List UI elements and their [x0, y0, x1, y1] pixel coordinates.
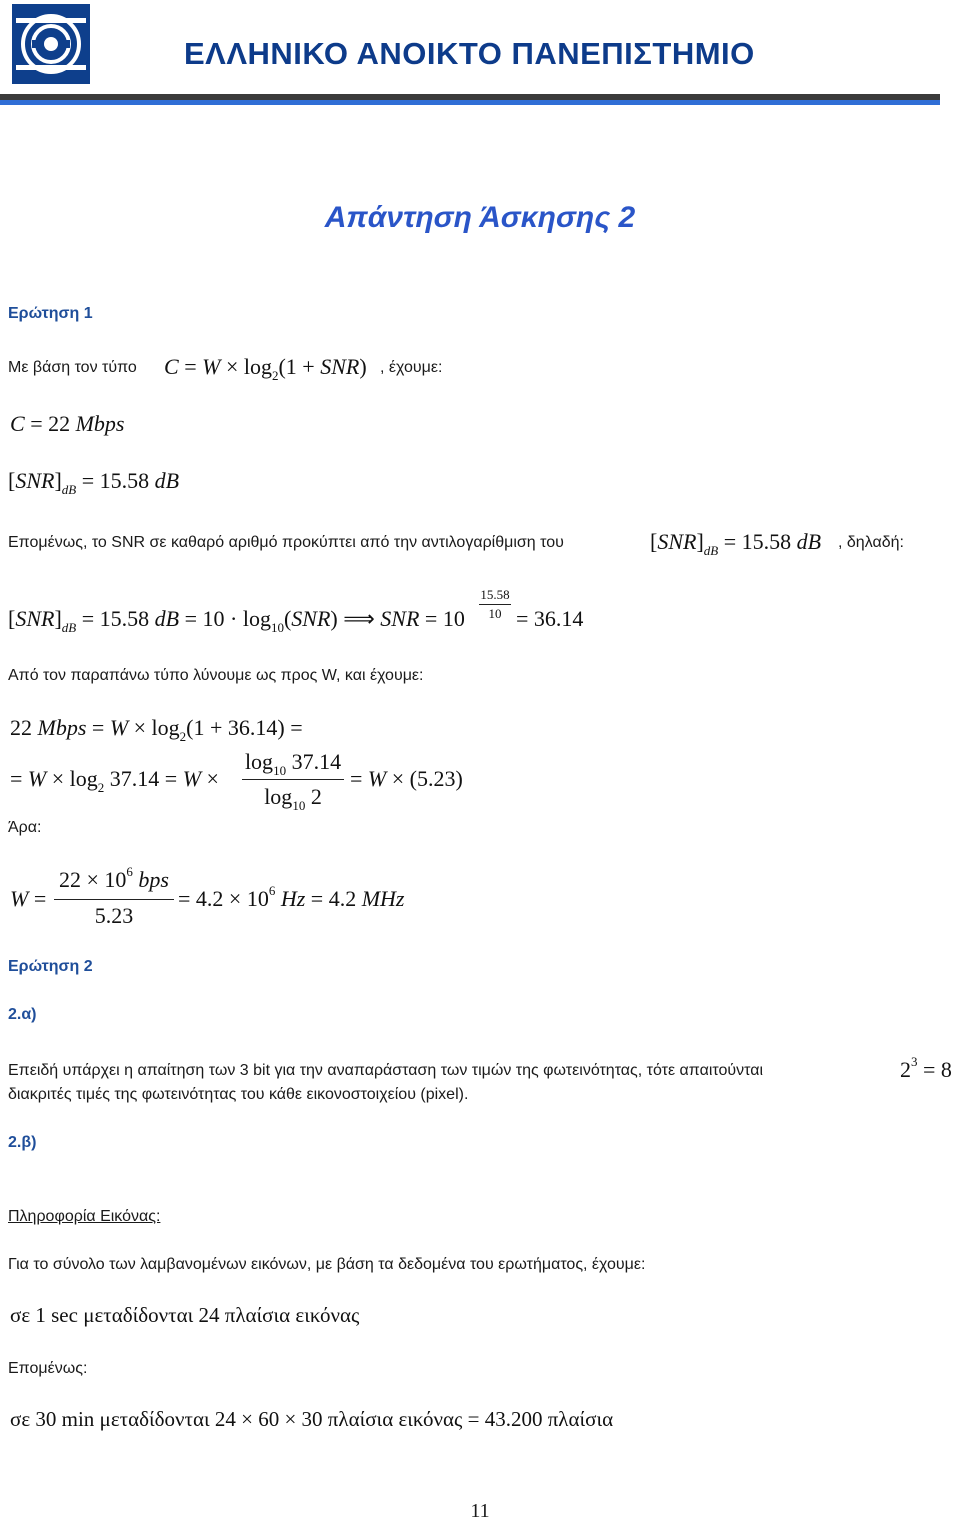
- q1-formula-intro: Με βάση τον τύπο: [8, 359, 137, 376]
- bandwidth-equation-2-left: = $W \times \log_2 37.14 = W$ ×: [10, 766, 219, 795]
- given-snr-db: $[SNR]_{dB} = 15.58$ dB: [8, 468, 180, 497]
- image-info-text: Για το σύνολο των λαμβανομένων εικόνων, με βάση τα δεδομένα του ερωτήματος, έχουμε:: [8, 1256, 646, 1273]
- bandwidth-result-left: W =: [10, 886, 47, 911]
- q1-solve-text: Από τον παραπάνω τύπο λύνουμε ως προς W, και έχουμε:: [8, 667, 424, 684]
- bandwidth-fraction-line: [54, 899, 174, 900]
- q1-therefore-text: Επομένως, το SNR σε καθαρό αριθμό προκύπτει από την αντιλογαρίθμιση του: [8, 534, 564, 551]
- page-number: 11: [470, 1500, 490, 1522]
- q2a-text-line2: διακριτές τιμές της φωτεινότητας του κάθε εικονοστοιχείου (pixel).: [8, 1086, 469, 1103]
- q2-heading: Ερώτηση 2: [8, 958, 93, 975]
- bandwidth-denominator: 5.23: [94, 903, 134, 928]
- q1-therefore-end: , δηλαδή:: [838, 534, 904, 551]
- therefore-label: Επομένως:: [8, 1360, 88, 1377]
- log-fraction-line: [242, 779, 344, 780]
- bandwidth-result-right: = $4.2 \times 10^6$ Hz = 4.2 MHz: [178, 883, 405, 911]
- frames-per-second-line: σε 1 sec μεταδίδονται 24 πλαίσια εικόνας: [10, 1303, 360, 1327]
- exponent-numerator: 15.58: [480, 587, 510, 602]
- logo-emblem-icon: [12, 4, 90, 84]
- bandwidth-equation-2-right: = W × (5.23): [350, 766, 463, 791]
- bandwidth-numerator: $22 \times 10^6$ bps: [59, 864, 169, 892]
- log-fraction-denominator: $\log_{10} 2$: [264, 784, 322, 813]
- capacity-formula: $C = W \times \log_2(1 + SNR)$: [164, 354, 367, 383]
- snr-antilog-equation: $[SNR]_{dB} = 15.58$ dB = $10 \cdot \log_{10}(SNR)$ ⟹ SNR = 10: [8, 606, 465, 635]
- bandwidth-equation-1: 22 Mbps = $W \times \log_2(1 + 36.14)$ =: [10, 715, 303, 744]
- q1-formula-outro: , έχουμε:: [380, 359, 443, 376]
- image-info-heading: Πληροφορία Εικόνας:: [8, 1208, 161, 1225]
- q2b-label: 2.β): [8, 1134, 37, 1151]
- exponent-denominator: 10: [488, 606, 502, 621]
- q2a-label: 2.α): [8, 1006, 37, 1023]
- university-name: ΕΛΛΗΝΙΚΟ ΑΝΟΙΚΤΟ ΠΑΝΕΠΙΣΤΗΜΙΟ: [184, 36, 755, 71]
- log-fraction-numerator: $\log_{10} 37.14$: [244, 749, 342, 778]
- page-title: Απάντηση Άσκησης 2: [324, 201, 636, 234]
- total-frames-line: σε 30 min μεταδίδονται 24 × 60 × 30 πλαίσια εικόνας = 43.200 πλαίσια: [10, 1407, 614, 1431]
- header-rule-blue: [0, 100, 940, 105]
- levels-formula: $2^3 = 8$: [900, 1054, 952, 1082]
- ara-label: Άρα:: [8, 819, 42, 836]
- q1-heading: Ερώτηση 1: [8, 305, 93, 322]
- log-ratio: (5.23): [409, 766, 463, 791]
- bandwidth-value: 4.2 MHz: [328, 886, 405, 911]
- snr-value: 36.14: [533, 606, 584, 631]
- snr-db-inline: $[SNR]_{dB} = 15.58$ dB: [650, 529, 822, 558]
- snr-result: = 36.14: [516, 606, 584, 631]
- q2a-text-line1: Επειδή υπάρχει η απαίτηση των 3 bit για την αναπαράσταση των τιμών της φωτεινότητας, τότε απαιτούνται: [8, 1062, 764, 1079]
- given-capacity: C = 22 Mbps: [10, 411, 125, 436]
- university-logo: [12, 4, 90, 84]
